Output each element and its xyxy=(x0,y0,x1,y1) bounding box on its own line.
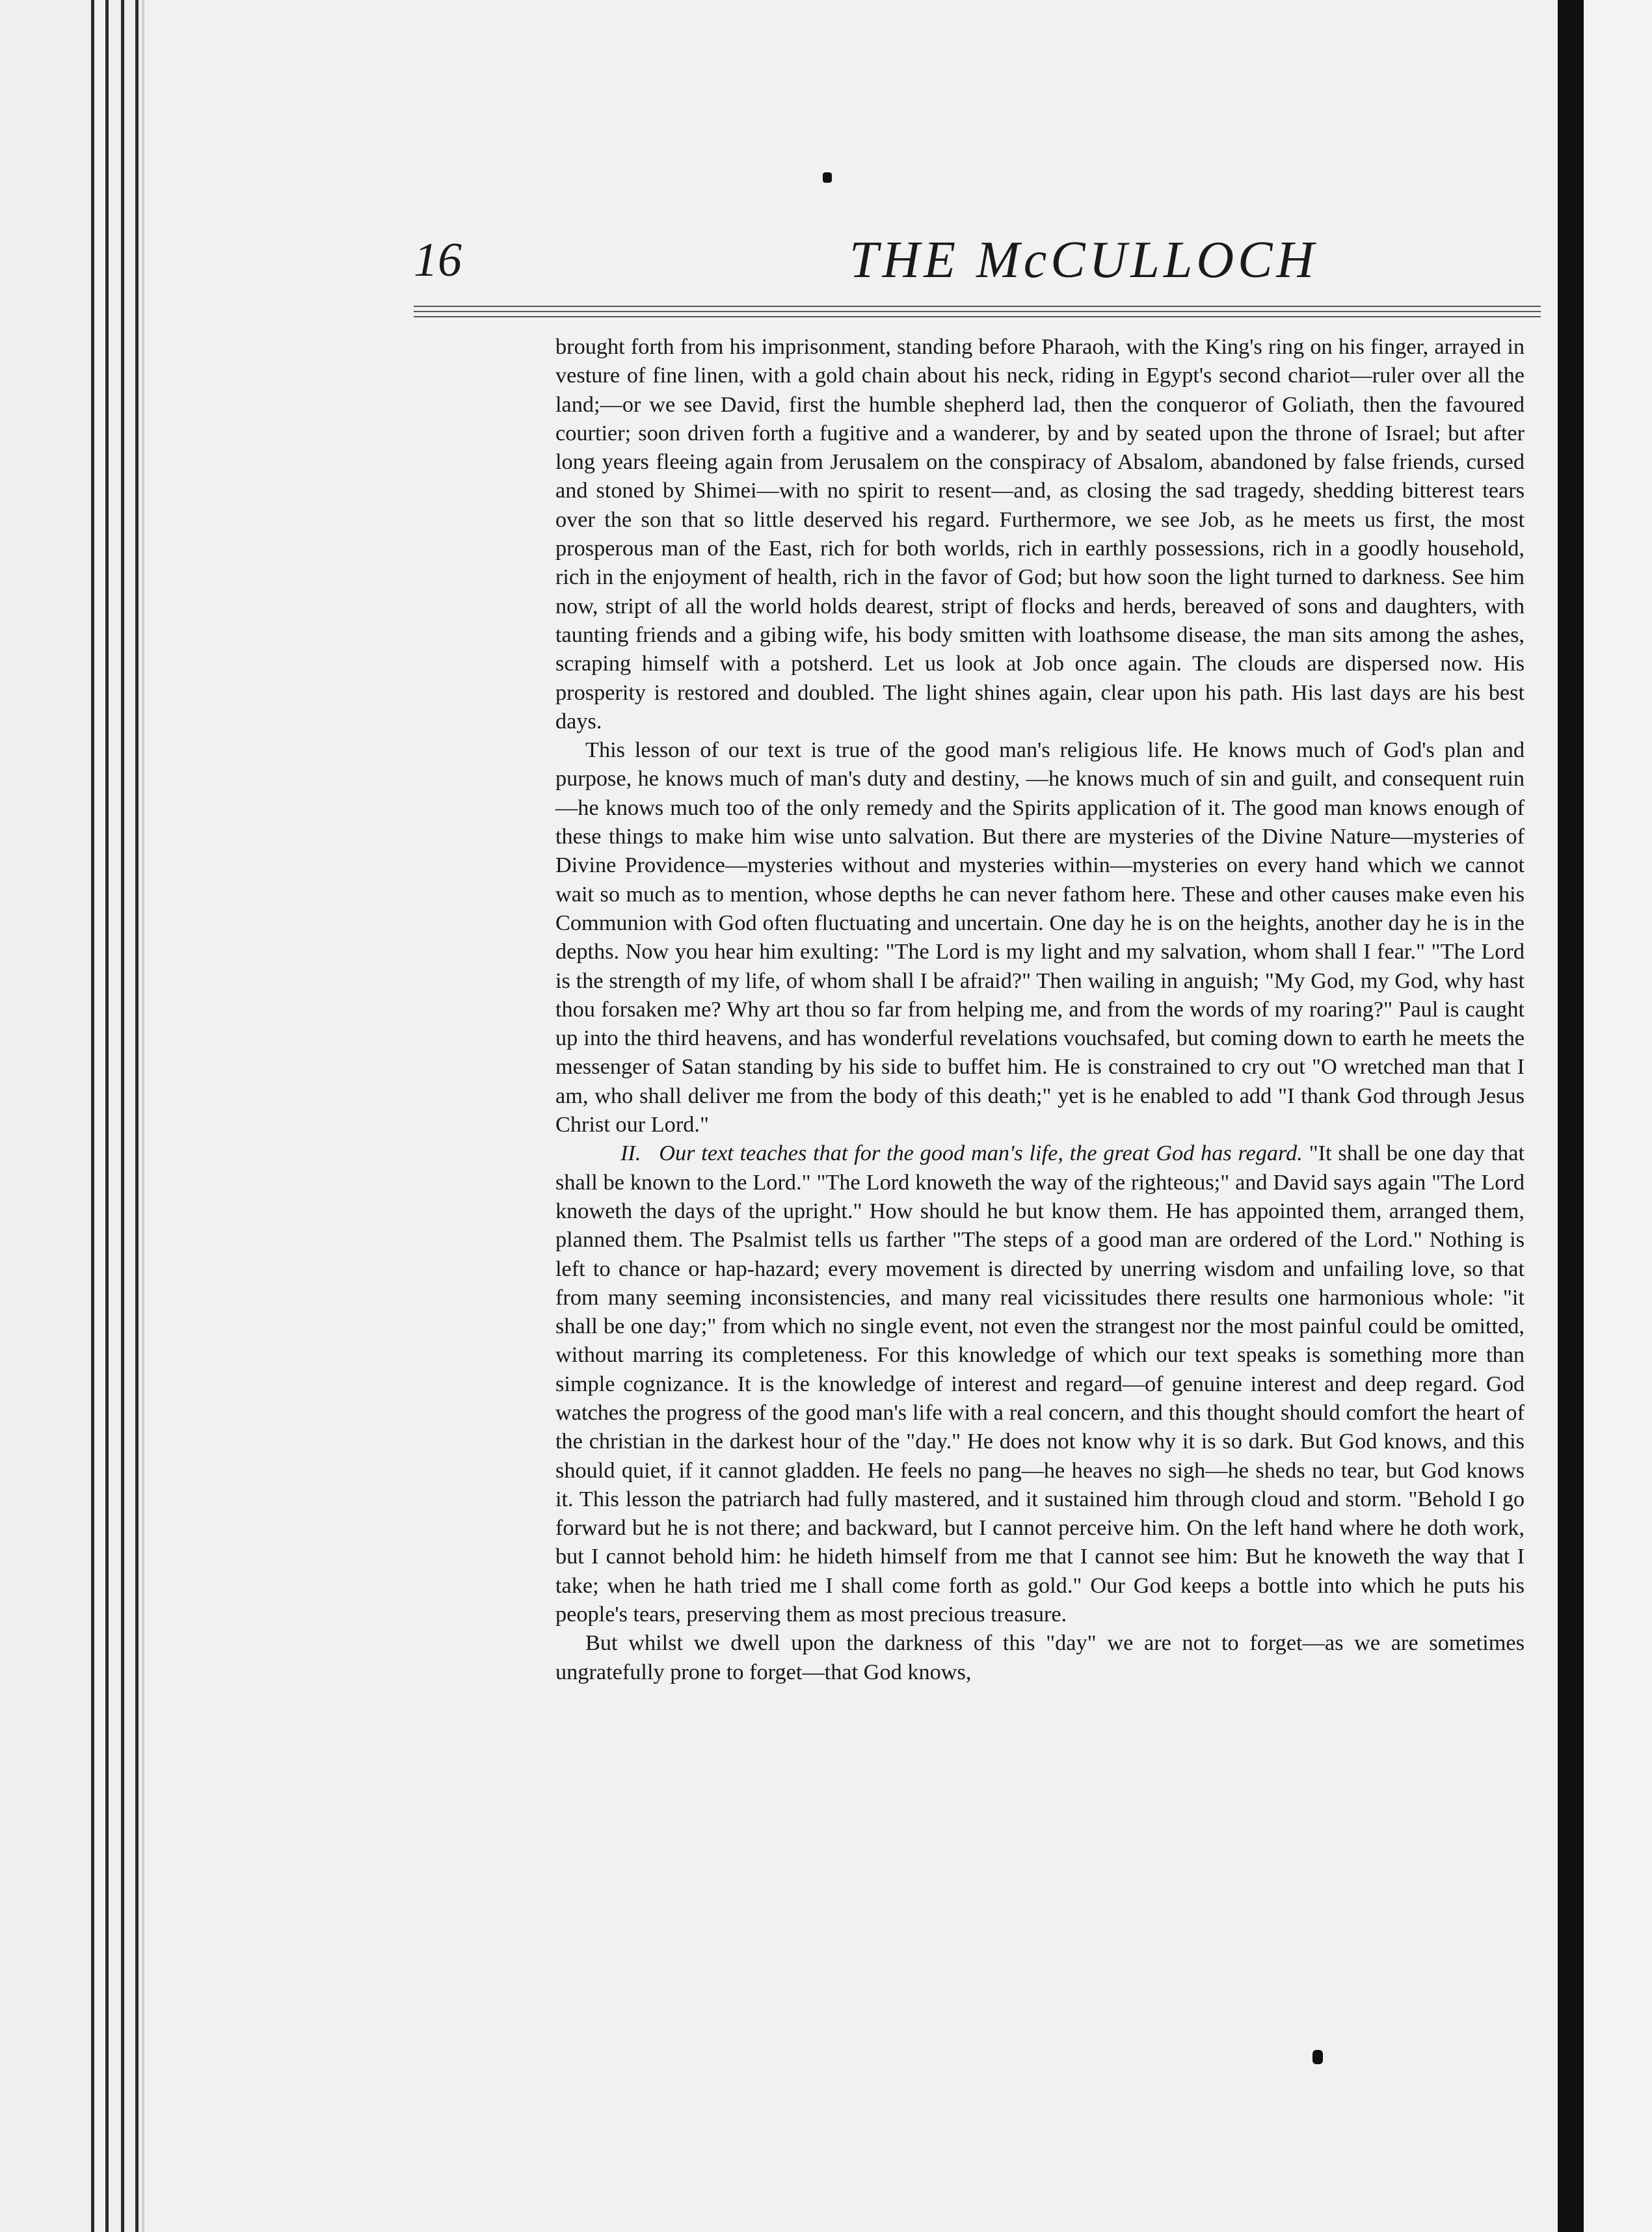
page-edge-line xyxy=(121,0,124,2232)
section-number: II. xyxy=(620,1141,641,1166)
body-text xyxy=(555,332,1525,1686)
paragraph: brought forth from his imprisonment, standing before Pharaoh, with the King's ring on his finger, arrayed in vesture of fine linen, with a gold chain about his neck, riding in Egypt's second chariot—ruler over all the land;—or we see David, first the humble shepherd lad, then the conqueror of Goliath, then the favoured courtier; soon driven forth a fugitive and a wanderer, by and by seated upon the throne of Israel; but after long years fleeing again from Jerusalem on the conspiracy of Absalom, abandoned by false friends, cursed and stoned by Shimei—with no spirit to resent—and, as closing the sad tragedy, shedding bitterest tears over the son that so little deserved his regard. Furthermore, we see Job, as he meets us first, the most prosperous man of the East, rich for both worlds, rich in earthly possessions, rich in a goodly household, rich in the enjoyment of health, rich in the favor of God; but how soon the light turned to darkness. See him now, stript of all the world holds dearest, stript of flocks and herds, bereaved of sons and daughters, with taunting friends and a gibing wife, his body smitten with loathsome disease, the man sits among the ashes, scraping himself with a potsherd. Let us look at Job once again. The clouds are dispersed now. His prosperity is restored and doubled. The light shines again, clear upon his path. His last days are his best days. xyxy=(555,334,1525,734)
header-rule xyxy=(414,311,1541,312)
adjacent-page-edge xyxy=(1584,0,1652,2232)
ink-speck xyxy=(1312,2050,1323,2064)
header-rule xyxy=(414,306,1541,307)
page-number: 16 xyxy=(414,233,462,287)
paragraph: This lesson of our text is true of the good man's religious life. He knows much of God's plan and purpose, he knows much of man's duty and destiny, —he knows much of sin and guilt, and consequent ruin—he knows much too of the only remedy and the Spirits application of it. The good man knows enough of these things to make him wise unto salvation. But there are mysteries of the Divine Nature—mysteries of Divine Providence—mysteries without and mysteries within—mysteries on every hand which we cannot wait so much as to mention, whose depths he can never fathom here. These and other causes make even his Communion with God often fluctuating and uncertain. One day he is on the heights, another day he is in the depths. Now you hear him exulting: "The Lord is my light and my salvation, whom shall I fear." "The Lord is the strength of my life, of whom shall I be afraid?" Then wailing in anguish; "My God, my God, why hast thou forsaken me? Why art thou so far from helping me, and from the words of my roaring?" Paul is caught up into the third heavens, and has wonderful revelations vouchsafed, but coming down to earth he meets the messenger of Satan standing by his side to buffet him. He is constrained to cry out "O wretched man that I am, who shall deliver me from the body of this death;" yet is he enabled to add "I thank God through Jesus Christ our Lord." xyxy=(555,737,1525,1137)
section-text: "It shall be one day that shall be known to the Lord." "The Lord knoweth the way of the righteous;" and David says again "The Lord knoweth the days of the upright." How should he but know them. He has appointed them, arranged them, planned them. The Psalmist tells us farther "The steps of a good man are ordered of the Lord." Nothing is left to chance or hap-hazard; every movement is directed by unerring wisdom and unfailing love, so that from many seeming inconsistencies, and many real vicissitudes there results one harmonious whole: "it shall be one day;" from which no single event, not even the strangest nor the most painful could be omitted, without marring its completeness. For this knowledge of which our text speaks is something more than simple cognizance. It is the knowledge of interest and regard—of genuine interest and deep regard. God watches the progress of the good man's life with a real concern, and this thought should comfort the heart of the christian in the darkest hour of the "day." He does not know why it is so dark. But God knows, and this should quiet, if it cannot gladden. He feels no pang—he heaves no sigh—he sheds no tear, but God knows it. This lesson the patriarch had fully mastered, and it sustained him through cloud and storm. "Behold I go forward but he is not there; and backward, but I cannot perceive him. On the left hand where he doth work, but I cannot behold him: he hideth himself from me that I cannot see him: But he knoweth the way that I take; when he hath tried me I shall come forth as gold." Our God keeps a bottle into which he puts his people's tears, preserving them as most precious treasure. xyxy=(555,1141,1525,1627)
scanned-page xyxy=(142,0,1558,2232)
page-edge-line xyxy=(135,0,139,2232)
running-head: THE McCULLOCH xyxy=(849,232,1318,289)
scan-gutter xyxy=(1558,0,1584,2232)
page-edge-line xyxy=(91,0,94,2232)
section-heading: Our text teaches that for the good man's life, the great God has regard. xyxy=(659,1141,1303,1166)
section-paragraph xyxy=(555,1139,1525,1628)
ink-speck xyxy=(823,172,832,183)
page-edge-line xyxy=(105,0,109,2232)
paragraph: But whilst we dwell upon the darkness of this "day" we are not to forget—as we are sometimes ungratefully prone to forget—that God knows, xyxy=(555,1630,1525,1684)
header-rule xyxy=(414,316,1541,317)
page-header xyxy=(142,228,1558,299)
